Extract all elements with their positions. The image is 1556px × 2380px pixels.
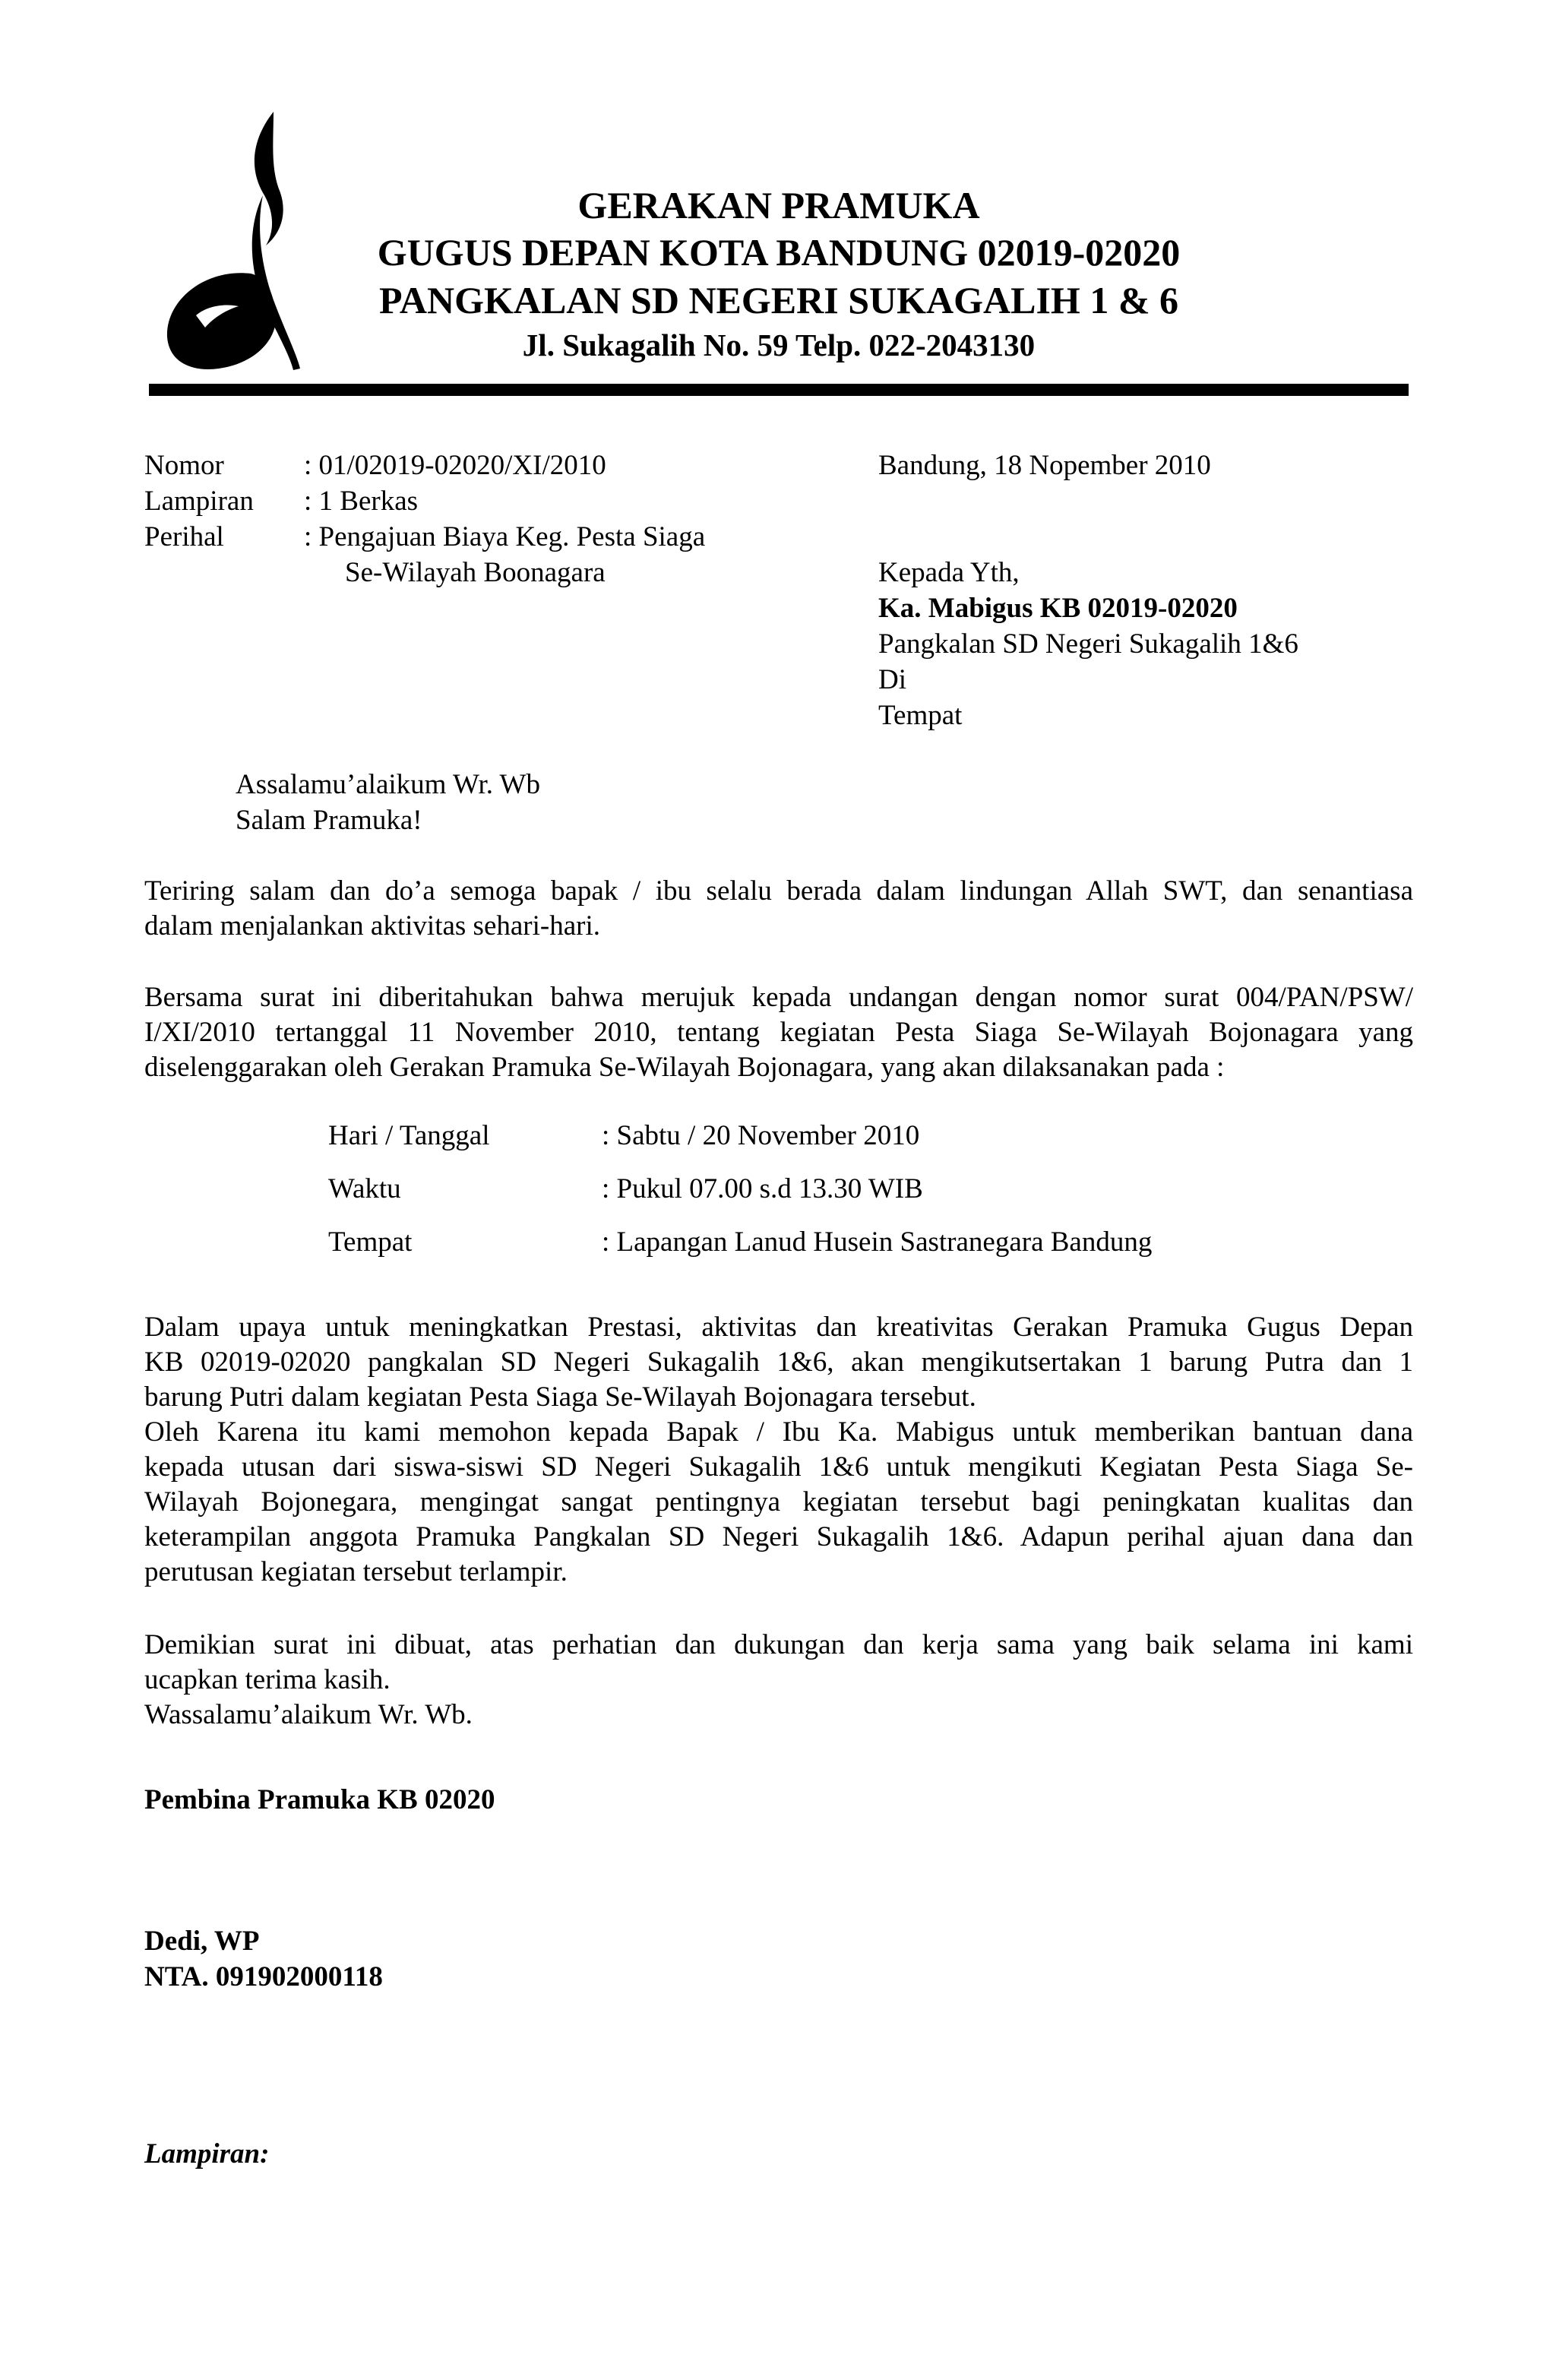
event-time-value: : Pukul 07.00 s.d 13.30 WIB [602,1173,923,1204]
greeting-salam-pramuka: Salam Pramuka! [236,805,422,836]
event-place-label: Tempat [328,1226,413,1258]
paragraph-line: KB 02019-02020 pangkalan SD Negeri Sukagalih 1&6, akan mengikutsertakan 1 barung Putra dan 1 [144,1347,1413,1378]
event-place-value: : Lapangan Lanud Husein Sastranegara Bandung [602,1226,1153,1258]
header-address: Jl. Sukagalih No. 59 Telp. 022-2043130 [522,328,1036,362]
paragraph-line: kepada utusan dari siswa-siswi SD Negeri Sukagalih 1&6 untuk mengikuti Kegiatan Pesta Siaga Se- [144,1451,1413,1483]
nomor-value: : 01/02019-02020/XI/2010 [304,450,606,481]
letter-date: Bandung, 18 Nopember 2010 [878,450,1211,481]
paragraph-line: I/XI/2010 tertanggal 11 November 2010, tentang kegiatan Pesta Siaga Se-Wilayah Bojonagara yang [144,1017,1413,1048]
paragraph-line: Wassalamu’alaikum Wr. Wb. [144,1699,473,1730]
header-pangkalan: PANGKALAN SD NEGERI SUKAGALIH 1 & 6 [379,279,1178,321]
event-day-value: : Sabtu / 20 November 2010 [602,1120,920,1151]
signature-name: Dedi, WP [144,1926,260,1957]
header-divider [149,384,1409,396]
greeting-assalamualaikum: Assalamu’alaikum Wr. Wb [236,769,540,800]
recipient-salutation: Kepada Yth, [878,557,1020,588]
paragraph-line: Wilayah Bojonegara, mengingat sangat pentingnya kegiatan tersebut bagi peningkatan kualitas dan [144,1486,1413,1518]
paragraph-line: Bersama surat ini diberitahukan bahwa merujuk kepada undangan dengan nomor surat 004/PAN/PSW/ [144,982,1413,1013]
signature-title: Pembina Pramuka KB 02020 [144,1784,495,1815]
paragraph-line: dalam menjalankan aktivitas sehari-hari. [144,910,600,942]
paragraph-closing [144,1628,1413,1733]
attachment-label: Lampiran: [144,2138,270,2170]
paragraph-line: keterampilan anggota Pramuka Pangkalan SD Negeri Sukagalih 1&6. Adapun perihal ajuan dana dan [144,1521,1413,1552]
pramuka-tunas-kelapa-logo [160,110,312,372]
event-day-label: Hari / Tanggal [328,1120,490,1151]
perihal-value-cont: Se-Wilayah Boonagara [345,557,606,588]
header-gugus-depan: GUGUS DEPAN KOTA BANDUNG 02019-02020 [377,231,1181,274]
lampiran-label: Lampiran [144,486,254,517]
nomor-label: Nomor [144,450,224,481]
event-time-label: Waktu [328,1173,401,1204]
lampiran-value: : 1 Berkas [304,486,419,517]
signature-nta: NTA. 091902000118 [144,1961,383,1992]
recipient-tempat: Tempat [878,700,963,731]
recipient-institution: Pangkalan SD Negeri Sukagalih 1&6 [878,628,1298,660]
paragraph-line: ucapkan terima kasih. [144,1664,391,1695]
paragraph-line: Teriring salam dan do’a semoga bapak / ibu selalu berada dalam lindungan Allah SWT, dan senantiasa [144,875,1413,907]
header-org-name: GERAKAN PRAMUKA [577,184,980,226]
paragraph-opening [144,874,1413,944]
paragraph-invitation [144,980,1413,1085]
paragraph-line: perutusan kegiatan tersebut terlampir. [144,1556,568,1587]
recipient-di: Di [878,664,906,695]
paragraph-line: diselenggarakan oleh Gerakan Pramuka Se-Wilayah Bojonagara, yang akan dilaksanakan pada : [144,1052,1225,1083]
paragraph-line: Oleh Karena itu kami memohon kepada Bapak / Ibu Ka. Mabigus untuk memberikan bantuan dana [144,1416,1413,1448]
paragraph-line: Dalam upaya untuk meningkatkan Prestasi, aktivitas dan kreativitas Gerakan Pramuka Gugus Depan [144,1312,1413,1343]
perihal-value: : Pengajuan Biaya Keg. Pesta Siaga [304,521,706,552]
paragraph-line: Demikian surat ini dibuat, atas perhatian dan dukungan dan kerja sama yang baik selama ini kami [144,1629,1413,1660]
paragraph-line: barung Putri dalam kegiatan Pesta Siaga Se-Wilayah Bojonagara tersebut. [144,1381,976,1413]
paragraph-request [144,1310,1413,1590]
perihal-label: Perihal [144,521,224,552]
recipient-name: Ka. Mabigus KB 02019-02020 [878,593,1238,624]
